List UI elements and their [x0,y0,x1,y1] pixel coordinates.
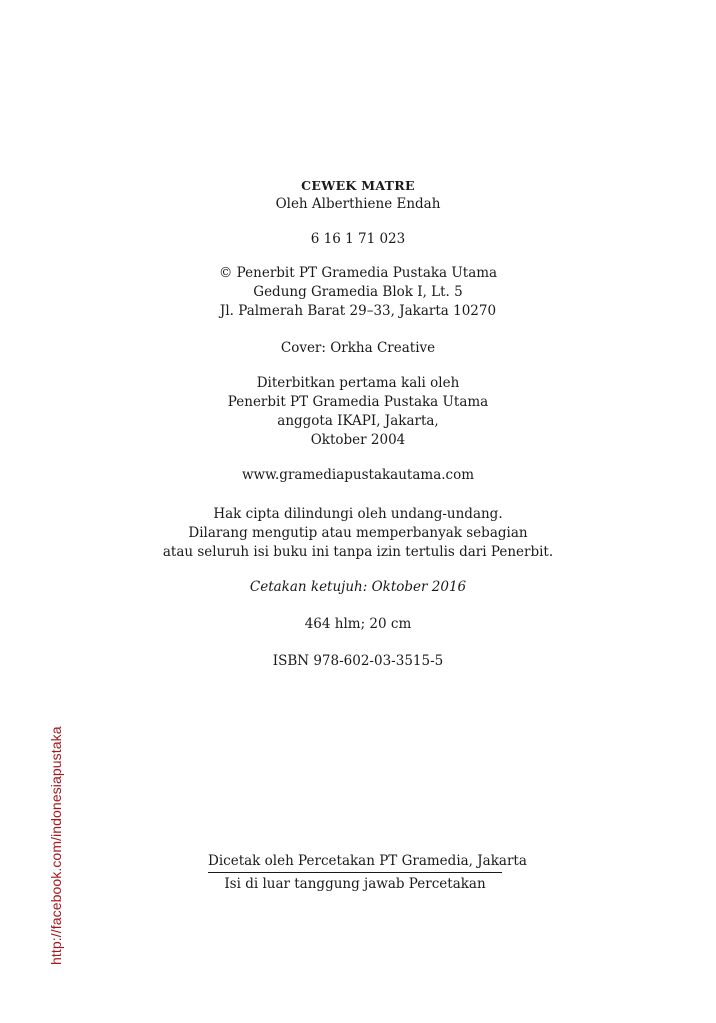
printer-divider [208,872,502,873]
first-published-block [0,374,716,450]
isbn-block [0,652,716,671]
rights-line: Dilarang mengutip atau memperbanyak sebagian [188,525,528,541]
rights-line: Hak cipta dilindungi oleh undang-undang. [213,506,503,522]
rights-block [0,505,716,562]
page-count: 464 hlm; 20 cm [304,616,412,632]
watermark-url: http://facebook.com/indonesiapustaka [48,726,64,965]
title-block [0,176,716,214]
printing-edition: Cetakan ketujuh: Oktober 2016 [249,579,467,595]
printing-block [0,578,716,597]
isbn: ISBN 978-602-03-3515-5 [272,653,444,669]
first-published-line: anggota IKAPI, Jakarta, [277,413,439,429]
pages-block [0,615,716,634]
publisher-line: Jl. Palmerah Barat 29–33, Jakarta 10270 [219,303,497,319]
author-line: Oleh Alberthiene Endah [275,196,441,212]
first-published-line: Penerbit PT Gramedia Pustaka Utama [227,394,489,410]
printer-disclaimer: Isi di luar tanggung jawab Percetakan [224,876,486,892]
cover-credit-block [0,339,716,358]
publisher-line: © Penerbit PT Gramedia Pustaka Utama [218,265,498,281]
printer-line: Dicetak oleh Percetakan PT Gramedia, Jakarta [208,853,527,869]
publisher-block [0,264,716,321]
printer-block [208,852,527,894]
first-published-line: Diterbitkan pertama kali oleh [256,375,460,391]
first-published-line: Oktober 2004 [310,432,406,448]
publisher-website: www.gramediapustakautama.com [241,467,475,483]
rights-line: atau seluruh isi buku ini tanpa izin tertulis dari Penerbit. [162,544,554,560]
catalog-code: 6 16 1 71 023 [310,231,406,247]
catalog-code-block [0,230,716,249]
publisher-line: Gedung Gramedia Blok I, Lt. 5 [253,284,463,300]
cover-credit: Cover: Orkha Creative [280,340,436,356]
website-block [0,466,716,485]
book-title: CEWEK MATRE [301,178,415,193]
